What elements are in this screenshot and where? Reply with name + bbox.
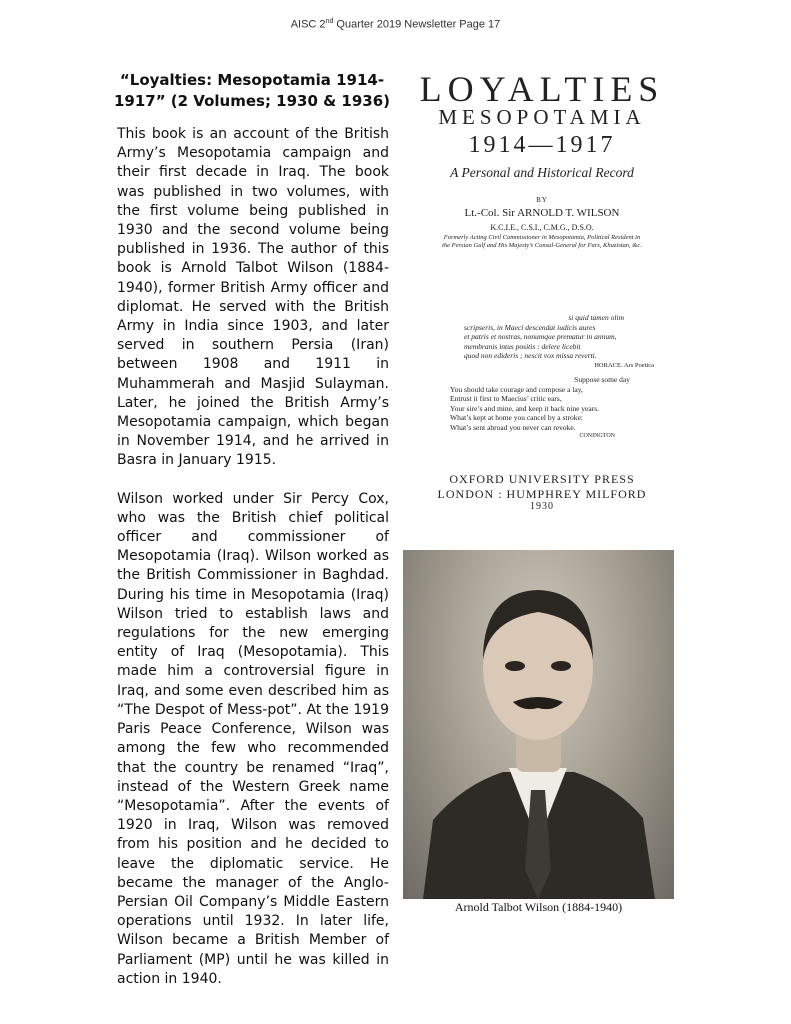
cover-years: 1914—1917 [468,132,616,158]
cover-subtitle: A Personal and Historical Record [450,165,634,180]
book-title-page-image [412,60,672,530]
cover-title-2: MESOPOTAMIA [438,105,646,129]
article-body [117,125,389,1008]
cover-year: 1930 [530,501,554,512]
cover-title: LOYALTIES [419,69,665,109]
cover-by: BY [536,196,548,204]
cover-honours: K.C.I.E., C.S.I., C.M.G., D.S.O. [490,223,594,232]
cover-description: Formerly Acting Civil Commissioner in Mesopotamia, Political Resident in the Persian Gulf and His Majesty’s Consul-General for Fars, Khuzistan, &c. [442,234,642,249]
portrait-photo [403,550,674,899]
paragraph-2: Wilson worked under Sir Percy Cox, who was the British chief political officer and commissioner of Mesopotamia (Iraq). Wilson worked as the British Commissioner in Baghdad. During his time in Mesopotamia (Iraq) Wilson tried to establish laws and regulations for the new emerging entity of Iraq (Mesopotamia). This made him a controversial figure in Iraq, and some even described him as “The Despot of Mess-pot”. At the 1919 Paris Peace Conference, Wilson was among the few who recommended that the country be renamed “Iraq”, instead of the Western Greek name “Mesopotamia”. After the events of 1920 in Iraq, Wilson was removed from his position and he decided to leave the diplomatic service. He became the manager of the Anglo-Persian Oil Company’s Middle Eastern operations until 1932. In later life, Wilson became a British Member of Parliament (MP) until he was killed in action in 1940. [117,490,389,987]
english-line: Entrust it first to Maecius’ critic ears, [450,394,562,403]
article-title: “Loyalties: Mesopotamia 1914-1917” (2 Volumes; 1930 & 1936) [113,71,391,110]
english-attribution: CONINGTON [579,433,615,439]
latin-line: quod non edideris ; nescit vox missa reverti. [464,351,597,360]
english-line: Your sire’s and mine, and keep it back nine years. [450,403,599,413]
latin-attribution: HORACE. Ars Poetica [594,361,654,369]
page-header: AISC 2nd Quarter 2019 Newsletter Page 17 [290,18,501,31]
portrait-drawing [403,550,674,899]
publisher-line: LONDON : HUMPHREY MILFORD [437,487,647,501]
latin-line: scripseris, in Maeci descendat iudicis aures [464,322,596,332]
latin-line: membranis intus positis : delere licebit [464,341,581,351]
cover-english-quote [450,375,650,442]
english-line: What’s kept at home you cancel by a stroke: [450,413,583,422]
paragraph-1: This book is an account of the British Army’s Mesopotamia campaign and their first decade in Iraq. The book was published in two volumes, with the first volume being published in 1930 and the second volume being published in 1936. The author of this book is Arnold Talbot Wilson (1884-1940), former British Army officer and diplomat. He served with the British Army in India since 1903, and later served in southern Persia (Iran) between 1908 and 1911 in Muhammerah and Masjid Sulayman. Later, he joined the British Army’s Mesopotamia campaign, which began in November 1914, and he arrived in Basra in January 1915. [117,126,389,469]
cover-publisher [412,472,672,502]
english-line: What’s sent abroad you never can revoke. [450,422,576,432]
photo-caption: Arnold Talbot Wilson (1884-1940) [454,900,623,914]
english-lead: Suppose some day [574,375,630,384]
latin-line: si quid tamen olim [568,313,624,322]
latin-line: et patris et nostras, nonumque prematur in annum, [464,332,617,341]
cover-latin-quote [464,313,654,370]
cover-author: Lt.-Col. Sir ARNOLD T. WILSON [464,207,620,219]
publisher-line: OXFORD UNIVERSITY PRESS [449,472,635,486]
english-line: You should take courage and compose a lay, [450,384,583,394]
